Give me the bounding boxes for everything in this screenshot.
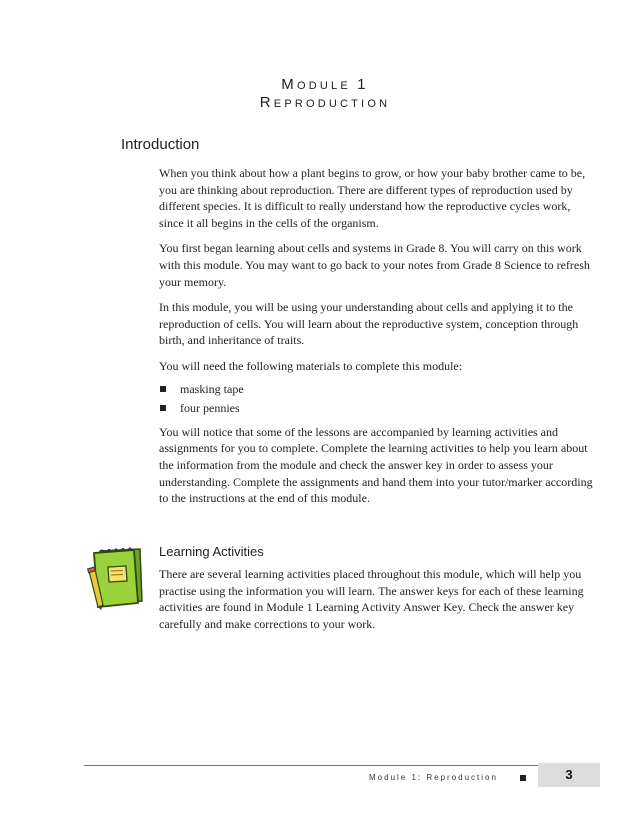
bullet-square-icon (160, 405, 166, 411)
module-subtitle-rest: EPRODUCTION (273, 98, 391, 110)
introduction-heading: Introduction (121, 136, 200, 153)
module-title (6, 76, 638, 93)
footer-running-title: Module 1: Reproduction (369, 773, 498, 782)
intro-paragraph: When you think about how a plant begins to grow, or how your baby brother came to be, you are thinking about reproduction. There are different types of reproduction used by different species. It is difficult to really understand how the reproductive cycles work, since it all begins in the cells of the organism. (159, 166, 586, 230)
list-item (159, 400, 595, 417)
module-title-rest: ODULE (296, 80, 351, 92)
module-subtitle-initial: R (259, 94, 274, 111)
module-subtitle (6, 94, 638, 111)
list-item (159, 381, 595, 398)
intro-paragraph: You first began learning about cells and systems in Grade 8. You will carry on this work with this module. You may want to go back to your notes from Grade 8 Science to refresh your memory. (159, 241, 590, 289)
intro-paragraph: In this module, you will be using your understanding about cells and applying it to the reproduction of cells. You will learn about the reproductive system, conception through birth, and inheritance of traits. (159, 300, 579, 348)
introduction-body (159, 165, 595, 516)
intro-closing-paragraph: You will notice that some of the lessons are accompanied by learning activities and assignments for you to complete. Complete the learning activities to help you learn about the information from the module and check the answer key in order to assess your understanding. Complete the assignments and hand them into your tutor/marker according to the instructions at the end of this module. (159, 424, 593, 506)
learning-activities-text: There are several learning activities placed throughout this module, which will help you practise using the information you will learn. The answer keys for each of these learning activities are found in Module 1 Learning Activity Answer Key. Check the answer key carefully and make corrections to your work. (159, 567, 584, 631)
footer-divider (84, 765, 600, 766)
learning-activities-heading: Learning Activities (159, 544, 264, 559)
page-number: 3 (565, 767, 573, 782)
module-title-initial: M (281, 76, 297, 93)
notebook-icon (86, 541, 148, 611)
intro-paragraph: You will need the following materials to complete this module: (159, 358, 463, 373)
module-number: 1 (357, 76, 369, 93)
material-label: four pennies (180, 401, 240, 416)
materials-list (159, 381, 595, 417)
footer-square-icon (520, 775, 526, 781)
material-label: masking tape (180, 381, 244, 396)
bullet-square-icon (160, 386, 166, 392)
